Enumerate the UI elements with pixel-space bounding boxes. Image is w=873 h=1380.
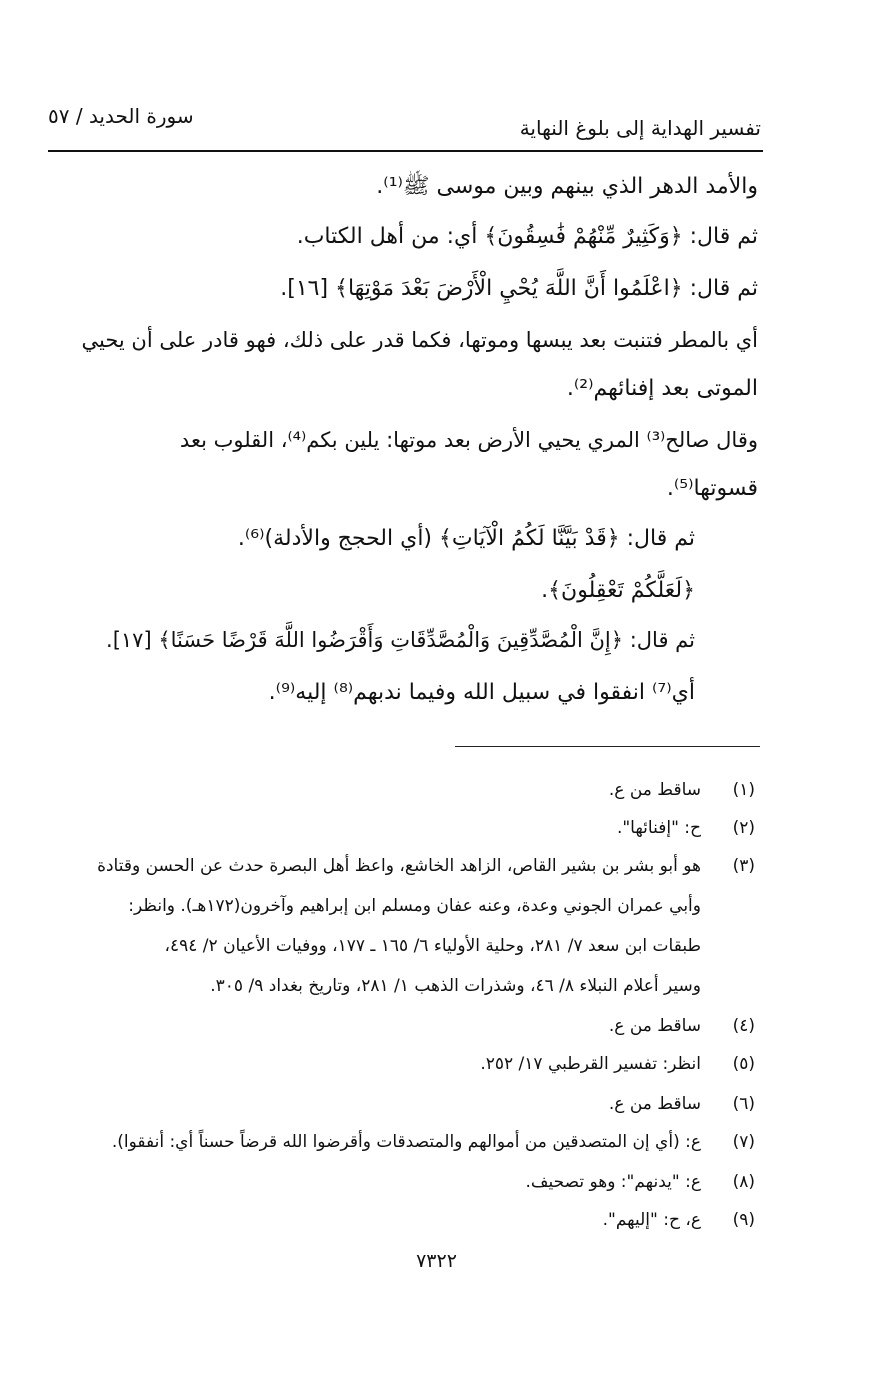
- body-line-10: ثم قال: ﴿إِنَّ الْمُصَّدِّقِينَ وَالْمُصَّدِّقَاتِ وَأَقْرَضُوا اللَّهَ قَرْضًا حَسَنًا﴾ [١٧].: [106, 628, 695, 652]
- footnote-number: (٢): [732, 818, 755, 838]
- footnote-separator: [455, 746, 760, 747]
- body-line-2: ثم قال: ﴿وَكَثِيرٌ مِّنْهُمْ فَٰسِقُونَ﴾ أي: من أهل الكتاب.: [296, 224, 758, 249]
- body-line-8: ثم قال: ﴿قَدْ بَيَّنَّا لَكُمُ الْآيَاتِ﴾ (أي الحجج والأدلة)⁽⁶⁾.: [237, 526, 695, 551]
- footnote-number: (٤): [732, 1016, 755, 1036]
- page-number: ٧٣٢٢: [416, 1250, 457, 1272]
- footnote-number: (٨): [732, 1172, 755, 1192]
- footnote-text: ح: "إفنائها".: [616, 818, 701, 838]
- footnote-text: ساقط من ع.: [608, 1094, 701, 1114]
- body-line-4: أي بالمطر فتنبت بعد يبسها وموتها، فكما قدر على ذلك، فهو قادر على أن يحيي: [81, 328, 758, 352]
- footnote-number: (٣): [732, 856, 755, 876]
- body-line-11: أي⁽⁷⁾ انفقوا في سبيل الله وفيما ندبهم⁽⁸⁾ إليه⁽⁹⁾.: [268, 680, 695, 705]
- running-header-title: تفسير الهداية إلى بلوغ النهاية: [519, 116, 761, 140]
- footnote-text: وسير أعلام النبلاء ٨/ ٤٦، وشذرات الذهب ١/ ٢٨١، وتاريخ بغداد ٩/ ٣٠٥.: [210, 976, 701, 996]
- footnote-number: (٧): [732, 1132, 755, 1152]
- footnote-text: ساقط من ع.: [608, 1016, 701, 1036]
- footnote-number: (٩): [732, 1210, 755, 1230]
- footnote-text: ساقط من ع.: [608, 780, 701, 800]
- footnote-number: (١): [732, 780, 755, 800]
- body-line-6: وقال صالح⁽³⁾ المري يحيي الأرض بعد موتها: يلين بكم⁽⁴⁾، القلوب بعد: [179, 428, 758, 452]
- footnote-text: ع: "يدنهم": وهو تصحيف.: [525, 1172, 701, 1192]
- footnote-text: طبقات ابن سعد ٧/ ٢٨١، وحلية الأولياء ٦/ ١٦٥ ـ ١٧٧، ووفيات الأعيان ٢/ ٤٩٤،: [164, 936, 701, 956]
- footnote-text: وأبي عمران الجوني وعدة، وعنه عفان ومسلم ابن إبراهيم وآخرون(١٧٢هـ). وانظر:: [128, 896, 701, 916]
- body-line-1: والأمد الدهر الذي بينهم وبين موسى ﷺ⁽¹⁾.: [376, 174, 758, 199]
- header-rule: [48, 150, 763, 152]
- footnote-text: ع، ح: "إليهم".: [602, 1210, 701, 1230]
- footnote-number: (٥): [732, 1054, 755, 1074]
- footnote-text: هو أبو بشر بن بشير القاص، الزاهد الخاشع، واعظ أهل البصرة حدث عن الحسن وقتادة: [97, 856, 701, 876]
- footnote-number: (٦): [732, 1094, 755, 1114]
- body-line-7: قسوتها⁽⁵⁾.: [666, 476, 758, 501]
- body-line-5: الموتى بعد إفنائهم⁽²⁾.: [566, 376, 758, 401]
- footnote-text: انظر: تفسير القرطبي ١٧/ ٢٥٢.: [480, 1054, 701, 1074]
- body-line-3: ثم قال: ﴿اعْلَمُوا أَنَّ اللَّهَ يُحْيِ الْأَرْضَ بَعْدَ مَوْتِهَا﴾ [١٦].: [280, 276, 758, 301]
- footnote-text: ع: (أي إن المتصدقين من أموالهم والمتصدقات وأقرضوا الله قرضاً حسناً أي: أنفقوا).: [111, 1132, 701, 1152]
- running-header-surah: سورة الحديد / ٥٧: [48, 104, 194, 128]
- body-line-9: ﴿لَعَلَّكُمْ تَعْقِلُونَ﴾.: [541, 578, 695, 603]
